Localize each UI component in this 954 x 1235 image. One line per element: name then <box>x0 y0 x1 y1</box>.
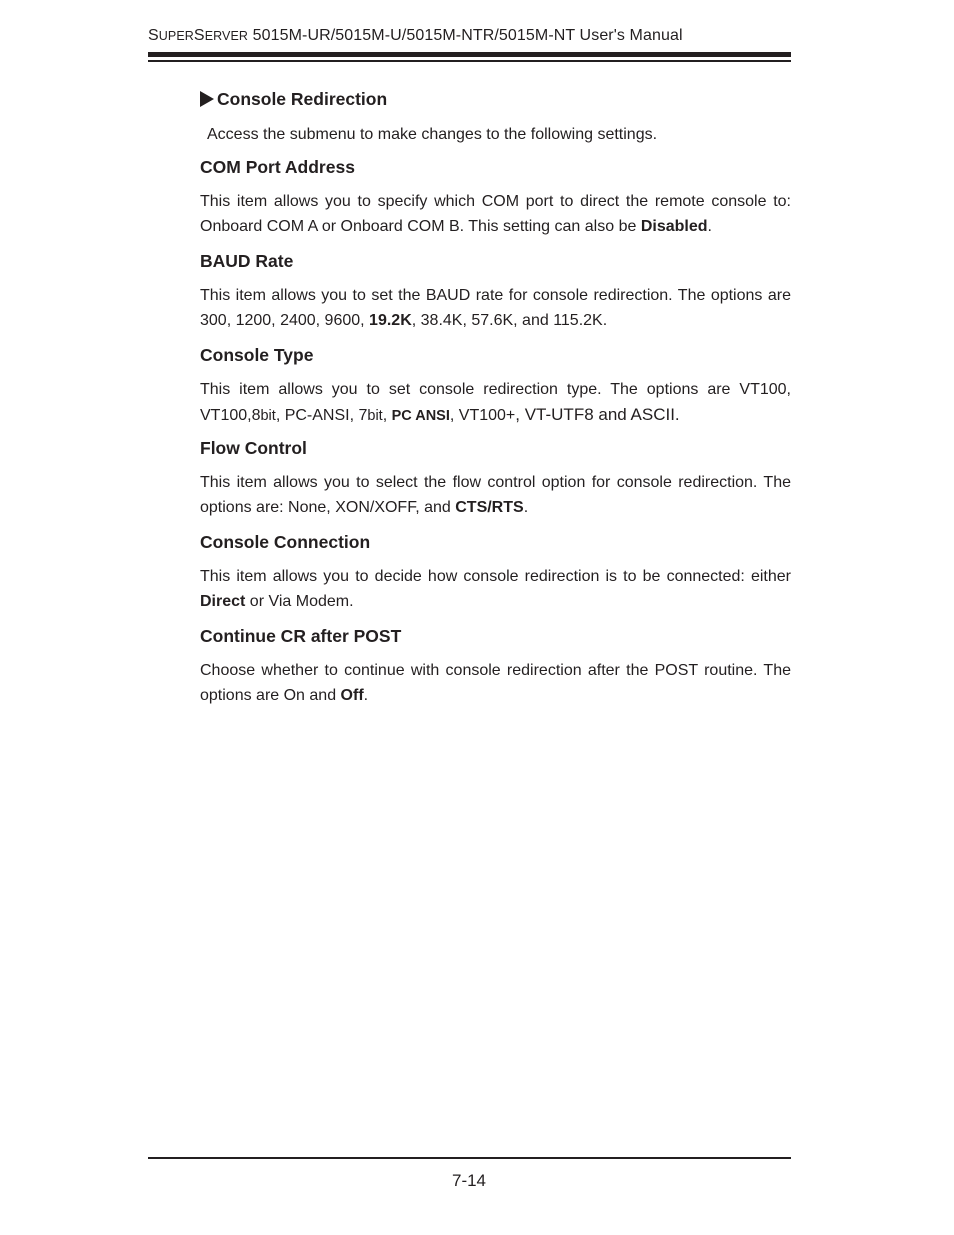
text-segment: , VT100+ <box>449 407 516 424</box>
text-segment: . <box>707 218 712 235</box>
text-segment: bit <box>367 408 383 424</box>
header-rule-thick <box>148 52 791 57</box>
default-value: Off <box>340 687 364 704</box>
section-title-com-port: COM Port Address <box>200 157 355 177</box>
text-segment: . <box>523 499 529 516</box>
text-segment: This item allows you to decide how console redirection is to be connected: either <box>200 568 791 585</box>
footer-rule <box>148 1157 791 1159</box>
section-title-flow-control: Flow Control <box>200 438 307 458</box>
header-s1: S <box>148 27 159 44</box>
default-value: Direct <box>200 593 246 610</box>
default-value: Disabled <box>640 218 708 235</box>
text-segment: , <box>382 407 392 424</box>
section-title-console-type: Console Type <box>200 345 314 365</box>
section-text-com-port <box>200 189 791 239</box>
header-sc2: ERVER <box>204 29 249 43</box>
page-content <box>200 87 791 708</box>
section-text-console-connection <box>200 564 791 614</box>
header-rule-thin <box>148 60 791 62</box>
text-segment: This item allows you to specify which COM port to direct the remote console to: Onboard COM A or Onboard COM B. This setting can also be <box>200 193 791 235</box>
text-segment: , 38.4K, 57.6K, and 115.2K. <box>411 312 608 329</box>
submenu-description: Access the submenu to make changes to the following settings. <box>207 126 658 143</box>
text-segment: , VT-UTF8 and ASCII. <box>515 405 680 424</box>
section-text-flow-control <box>200 470 791 520</box>
section-title-baud-rate: BAUD Rate <box>200 251 294 271</box>
text-segment: This item allows you to set the BAUD rate for console redirection. The options are 300, 1200, 2400, 9600, <box>200 287 791 329</box>
section-text-console-type <box>200 377 791 429</box>
text-segment: . <box>363 687 369 704</box>
section-text-baud-rate <box>200 283 791 333</box>
running-header <box>148 27 683 45</box>
section-title-console-connection: Console Connection <box>200 532 371 552</box>
submenu-heading <box>200 87 791 111</box>
triangle-right-icon <box>200 91 214 107</box>
text-segment: , PC-ANSI, 7 <box>275 407 368 424</box>
default-value: 19.2K <box>369 312 412 329</box>
text-segment: Choose whether to continue with console redirection after the POST routine. The options are On and <box>200 662 791 704</box>
default-value: PC ANSI <box>391 408 450 424</box>
text-segment: bit <box>260 408 276 424</box>
header-s2: S <box>193 27 205 44</box>
text-segment: or Via Modem. <box>245 593 354 610</box>
section-text-continue-cr <box>200 658 791 708</box>
text-segment: This item allows you to set console redirection type. The options are VT100, VT100,8 <box>200 381 791 424</box>
page-number: 7-14 <box>451 1171 487 1190</box>
submenu-heading-text: Console Redirection <box>217 89 388 109</box>
header-rest: 5015M-UR/5015M-U/5015M-NTR/5015M-NT User's Manual <box>248 27 683 44</box>
header-sc1: UPER <box>158 29 194 43</box>
text-segment: This item allows you to select the flow control option for console redirection. The options are: None, XON/XOFF, and <box>200 474 791 516</box>
section-title-continue-cr: Continue CR after POST <box>200 626 402 646</box>
default-value: CTS/RTS <box>455 499 524 516</box>
